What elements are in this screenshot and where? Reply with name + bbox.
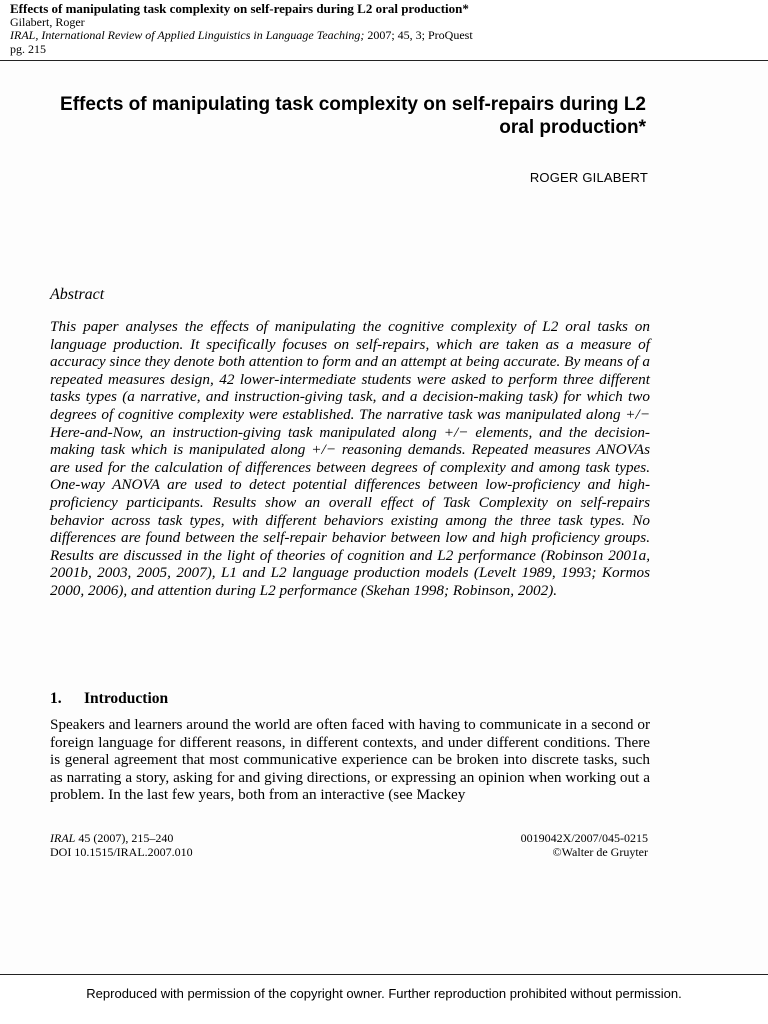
article-author: ROGER GILABERT <box>529 170 648 185</box>
issn: 0019042X/2007/045-0215 <box>520 831 648 845</box>
citation-title: Effects of manipulating task complexity on self-repairs during L2 oral production* <box>10 1 469 16</box>
citation-header <box>10 2 750 56</box>
introduction-text: Speakers and learners around the world are often faced with having to communicate in a second or foreign language for different reasons, in different contexts, and under different conditions. There is general agreement that most communicative experience can be broken into discrete tasks, such as narrating a story, asking for and giving directions, or expressing an opinion when working out a problem. In the last few years, both from an interactive (see Mackey <box>50 716 650 804</box>
journal-reference <box>50 831 193 845</box>
permission-notice: Reproduced with permission of the copyright owner. Further reproduction prohibited without permission. <box>86 986 682 1001</box>
abstract-text: This paper analyses the effects of manipulating the cognitive complexity of L2 oral tasks on language production. It specifically focuses on self-repairs, which are taken as a measure of accuracy since they denote both attention to form and an attempt at being accurate. By means of a repeated measures design, 42 lower-intermediate students were asked to perform three different tasks types (a narrative, and instruction-giving task, and a decision-making task) for which two degrees of cognitive complexity were established. The narrative task was manipulated along +/− Here-and-Now, an instruction-giving task manipulated along +/− elements, and the decision-making task which is manipulated along +/− reasoning demands. Repeated measures ANOVAs are used for the calculation of differences between degrees of complexity and among task types. One-way ANOVA are used to detect potential differences between low-proficiency and high-proficiency participants. Results show an overall effect of Task Complexity on self-repairs behavior across task types, with different behaviors existing among the three task types. No differences are found between the self-repair behavior between low and high proficiency groups. Results are discussed in the light of theories of cognition and L2 performance (Robinson 2001a, 2001b, 2003, 2005, 2007), L1 and L2 language production models (Levelt 1989, 1993; Kormos 2000, 2006), and attention during L2 performance (Skehan 1998; Robinson, 2002). <box>50 318 650 599</box>
doi: DOI 10.1515/IRAL.2007.010 <box>50 845 193 859</box>
section-heading <box>50 690 168 708</box>
article-title: Effects of manipulating task complexity on self-repairs during L2 oral production* <box>60 94 646 138</box>
citation-page: pg. 215 <box>10 41 46 56</box>
citation-details: 2007; 45, 3; ProQuest <box>364 28 473 42</box>
journal-volume-pages: 45 (2007), 215–240 <box>75 831 174 845</box>
journal-abbr: IRAL <box>50 831 76 845</box>
citation-journal: IRAL, International Review of Applied Linguistics in Language Teaching; <box>10 28 365 42</box>
footer-publisher-info <box>521 831 648 859</box>
citation-author: Gilabert, Roger <box>10 14 85 29</box>
citation-source <box>10 29 750 43</box>
publisher: ©Walter de Gruyter <box>552 845 648 859</box>
section-title: Introduction <box>84 690 169 707</box>
footer-journal-info <box>50 831 193 859</box>
section-number: 1. <box>50 690 62 707</box>
abstract-heading: Abstract <box>50 286 105 303</box>
